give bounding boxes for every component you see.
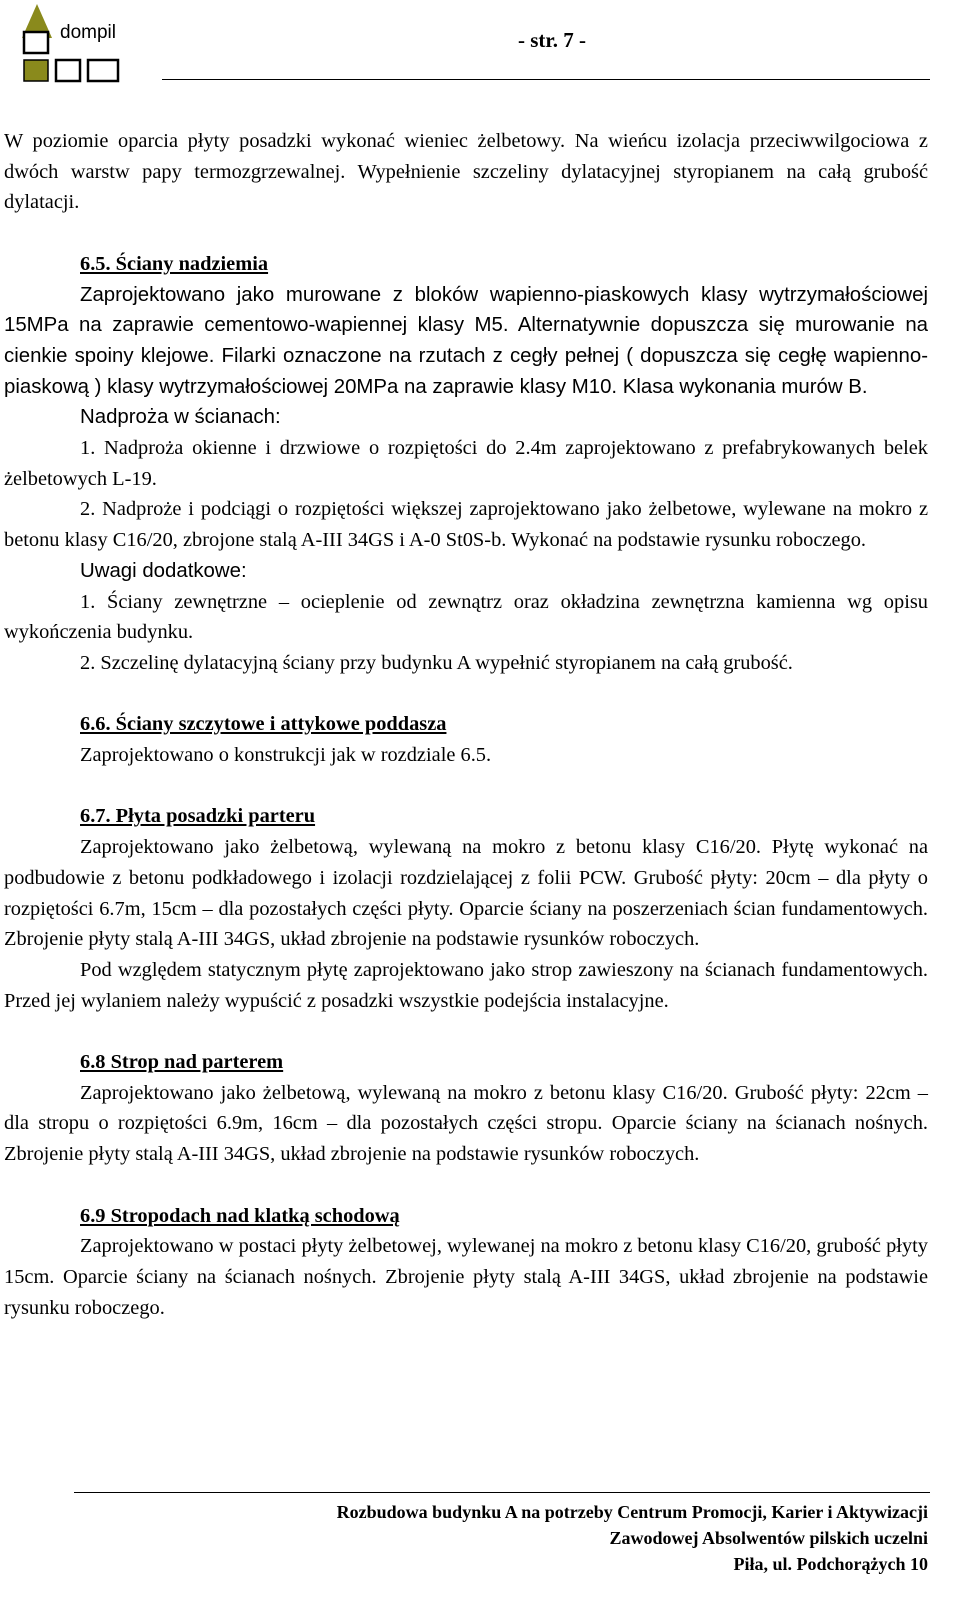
lintels-label: Nadproża w ścianach: bbox=[80, 406, 281, 429]
spacer bbox=[4, 1170, 928, 1201]
heading-text: 6.9 Stropodach nad klatką schodową bbox=[80, 1204, 400, 1227]
page-footer bbox=[168, 1499, 928, 1577]
section-6-8-paragraph: Zaprojektowano jako żelbetową, wylewaną na mokro z betonu klasy C16/20. Grubość płyty: 22cm – dla stropu o rozpiętości 6.9m, 16cm – dla pozostałych części stropu. Oparcie ściany na ścianach nośnych. Zbrojenie płyty stalą A-III 34GS, układ zbrojenie na podstawie rysunków roboczych. bbox=[4, 1081, 928, 1166]
logo-square-outline bbox=[88, 60, 118, 81]
logo-text: dompil bbox=[60, 22, 116, 43]
section-6-6-paragraph: Zaprojektowano o konstrukcji jak w rozdziale 6.5. bbox=[80, 744, 492, 767]
lintel-item-1: 1. Nadproża okienne i drzwiowe o rozpiętości do 2.4m zaprojektowano z prefabrykowanych belek żelbetowych L-19. bbox=[4, 437, 928, 490]
section-heading-6-6 bbox=[4, 709, 928, 740]
section-6-9-paragraph: Zaprojektowano w postaci płyty żelbetowej, wylewanej na mokro z betonu klasy C16/20, grubość płyty 15cm. Oparcie ściany na ścianach nośnych. Zbrojenie płyty stalą A-III 34GS, układ zbrojenie na podstawie rysunku roboczego. bbox=[4, 1235, 928, 1319]
note-item-2: 2. Szczelinę dylatacyjną ściany przy budynku A wypełnić styropianem na całą grubość. bbox=[80, 651, 793, 674]
section-6-7-paragraph-1: Zaprojektowano jako żelbetową, wylewaną na mokro z betonu klasy C16/20. Płytę wykonać na podbudowie z betonu podkładowego i izolacji rozdzielającej z folii PCW. Grubość płyty: 20cm – dla płyty o rozpiętości 6.7m, 15cm – dla pozostałych części płyty. Oparcie ściany na poszerzeniach ścian fundamentowych. Zbrojenie płyty stalą A-III 34GS, układ zbrojenie na podstawie rysunków roboczych. bbox=[4, 836, 928, 951]
logo-square-outline bbox=[56, 60, 80, 81]
spacer bbox=[4, 771, 928, 802]
section-6-5-paragraph: Zaprojektowano jako murowane z bloków wapienno-piaskowych klasy wytrzymałościowej 15MPa na zaprawie cementowo-wapiennej klasy M5. Alternatywnie dopuszcza się murowanie na cienkie spoiny klejowe. Filarki oznaczone na rzutach z cegły pełnej ( dopuszcza się cegłę wapienno-piaskową ) klasy wytrzymałościowej 20MPa na zaprawie klasy M10. Klasa wykonania murów B. bbox=[4, 283, 928, 398]
footer-line-2: Zawodowej Absolwentów pilskich uczelni bbox=[609, 1528, 928, 1548]
spacer bbox=[4, 218, 928, 249]
logo-square-olive bbox=[24, 60, 48, 81]
spacer bbox=[4, 1016, 928, 1047]
section-heading-6-7 bbox=[4, 801, 928, 832]
dompil-logo bbox=[22, 4, 132, 86]
page-number: - str. 7 - bbox=[518, 28, 587, 52]
section-heading-6-9 bbox=[4, 1201, 928, 1232]
heading-text: 6.8 Strop nad parterem bbox=[80, 1051, 284, 1074]
header-divider bbox=[162, 79, 930, 80]
footer-line-3: Piła, ul. Podchorążych 10 bbox=[733, 1554, 928, 1574]
lintel-item-2: 2. Nadproże i podciągi o rozpiętości większej zaprojektowano jako żelbetowe, wylewane na mokro z betonu klasy C16/20, zbrojone stalą A-III 34GS i A-0 St0S-b. Wykonać na podstawie rysunku roboczego. bbox=[4, 498, 928, 552]
footer-divider bbox=[74, 1492, 930, 1493]
heading-text: 6.5. Ściany nadziemia bbox=[80, 252, 269, 275]
document-body bbox=[4, 126, 928, 1323]
section-heading-6-5 bbox=[4, 249, 928, 280]
section-heading-6-8 bbox=[4, 1047, 928, 1078]
logo-square-outline bbox=[24, 32, 48, 53]
heading-text: 6.7. Płyta posadzki parteru bbox=[80, 805, 316, 828]
intro-paragraph: W poziomie oparcia płyty posadzki wykonać wieniec żelbetowy. Na wieńcu izolacja przeciwwilgociowa z dwóch warstw papy termozgrzewalnej. Wypełnienie szczeliny dylatacyjnej styropianem na całą grubość dylatacji. bbox=[4, 130, 928, 214]
section-6-7-paragraph-2: Pod względem statycznym płytę zaprojektowano jako strop zawieszony na ścianach fundamentowych. Przed jej wylaniem należy wypuścić z posadzki wszystkie podejścia instalacyjne. bbox=[4, 958, 928, 1012]
spacer bbox=[4, 679, 928, 710]
footer-line-1: Rozbudowa budynku A na potrzeby Centrum Promocji, Karier i Aktywizacji bbox=[336, 1502, 928, 1522]
notes-label: Uwagi dodatkowe: bbox=[80, 559, 247, 582]
heading-text: 6.6. Ściany szczytowe i attykowe poddasza bbox=[80, 713, 447, 736]
note-item-1: 1. Ściany zewnętrzne – ocieplenie od zewnątrz oraz okładzina zewnętrzna kamienna wg opisu wykończenia budynku. bbox=[4, 590, 928, 644]
